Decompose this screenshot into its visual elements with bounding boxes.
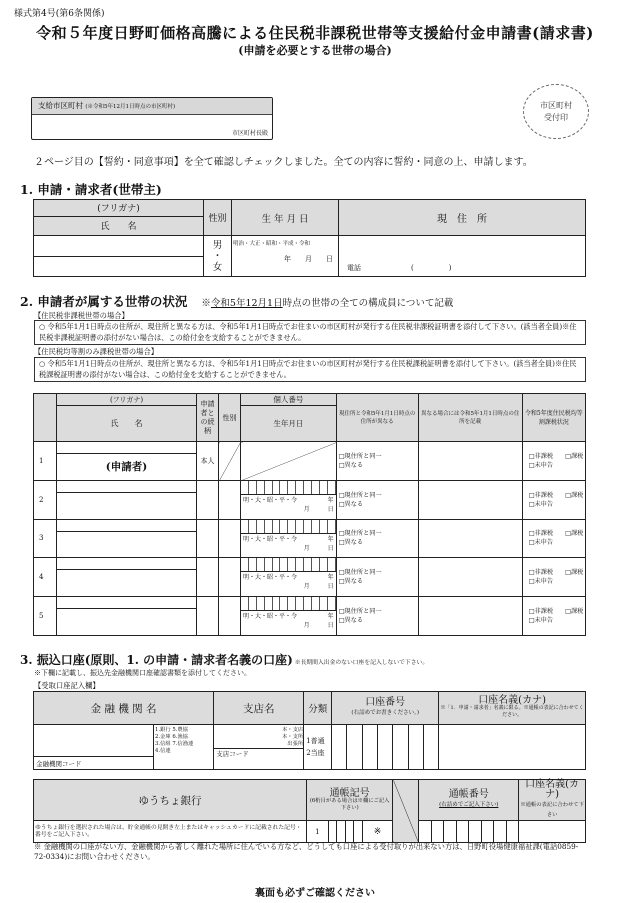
hh-birth-header: 生年月日 [241, 406, 337, 442]
undeclared-checkbox[interactable]: □未申告 [528, 617, 554, 625]
prev-address-input[interactable] [418, 558, 522, 597]
birth-year-label: 年 [327, 613, 334, 621]
hh-name-header: 氏 名 [57, 406, 197, 442]
member-furigana[interactable] [57, 442, 197, 454]
branch-type-3[interactable]: 出張所 [287, 741, 304, 747]
birth-md-line [241, 543, 336, 552]
acct-header-note: (右詰めでお書きください。) [351, 710, 419, 716]
birth-month-label: 月 [303, 583, 310, 591]
section2-note-mark: ※ [201, 298, 211, 309]
bank-type-3[interactable]: 3.信組 [155, 741, 171, 747]
birth-month-label: 月 [303, 622, 310, 630]
birth-era-line [241, 572, 336, 581]
number-digit[interactable] [444, 821, 457, 843]
member-relation[interactable] [197, 558, 219, 597]
row-number: 1 [34, 442, 57, 481]
table-row [34, 442, 586, 454]
applicant-table [33, 199, 586, 277]
member-furigana[interactable] [57, 558, 197, 570]
tax-status-line1 [529, 529, 584, 538]
birth-month-label: 月 [303, 544, 310, 552]
birth-era: 明・大・昭・平・令 [243, 574, 298, 582]
prev-address-input[interactable] [418, 519, 522, 558]
tax-status-header: 令和5年度住民税均等割課税状況 [522, 394, 585, 442]
holder2-note: ※通帳の表記に合わせて下さい [520, 802, 584, 818]
member-furigana[interactable] [57, 597, 197, 609]
id-number-boxes[interactable] [241, 520, 336, 534]
member-relation[interactable] [197, 480, 219, 519]
form-title: 令和５年度日野町価格高騰による住民税非課税世帯等支援給付金申請書(請求書) [36, 24, 594, 42]
number-digit[interactable] [506, 821, 519, 843]
id-number-header: 個人番号 [241, 394, 337, 406]
bank-code-field[interactable] [34, 756, 153, 769]
number-digit[interactable] [469, 821, 482, 843]
household-rows [34, 442, 586, 636]
acct-digit[interactable] [408, 725, 423, 770]
municipality-label: 支給市区町村 [38, 101, 83, 110]
kigo-note: (6桁目がある場合は※欄にご記入下さい) [309, 797, 390, 811]
undeclared-checkbox[interactable]: □未申告 [528, 461, 554, 469]
tax-status-check[interactable] [522, 558, 585, 597]
birthdate-input[interactable] [232, 236, 339, 277]
tax-status-check[interactable] [522, 442, 585, 481]
member-relation[interactable] [197, 519, 219, 558]
equal-tax-box-label: 【住民税均等割のみ課税世帯の場合】 [34, 347, 159, 356]
bank-type-1[interactable]: 1.銀行 [155, 727, 171, 733]
member-gender[interactable] [219, 480, 241, 519]
member-name[interactable] [57, 492, 197, 519]
member-id-birth[interactable] [241, 597, 337, 636]
phone-label: 電話 [347, 264, 361, 272]
holder-header-note: ※「1．申請・請求者」名義に限る。※通帳の表記に合わせてください。 [440, 705, 584, 718]
tax-status-line1 [529, 491, 584, 500]
section2-title: 2. 申請者が属する世帯の状況 [20, 294, 188, 309]
nontaxable-checkbox[interactable]: □非課税 [528, 491, 554, 499]
birth-day-label: 日 [327, 583, 334, 591]
nontax-box-label: 【住民税非課税世帯の場合】 [34, 311, 129, 320]
yucho-table [33, 779, 586, 843]
yucho-header: ゆうちょ銀行 [34, 780, 307, 821]
tax-status-line1 [529, 607, 584, 616]
municipality-box[interactable] [31, 97, 273, 140]
birth-day-label: 日 [327, 505, 334, 513]
nontaxable-checkbox[interactable]: □非課税 [528, 608, 554, 616]
no-header [34, 394, 57, 442]
address-header: 現 住 所 [339, 200, 586, 236]
id-number-boxes[interactable] [241, 558, 336, 572]
birth-era-line [241, 611, 336, 620]
bank-type-options[interactable] [154, 725, 214, 770]
bank-type-7[interactable]: 7.信漁連 [172, 741, 194, 747]
holder-input[interactable] [439, 725, 586, 770]
tax-status-line1 [529, 568, 584, 577]
taxable-checkbox[interactable]: □課税 [565, 569, 584, 577]
era-options: 明治・大正・昭和・平成・令和 [233, 241, 311, 248]
acct-digit[interactable] [423, 725, 438, 770]
form-number: 様式第4号(第6条関係) [14, 9, 105, 19]
member-name[interactable] [57, 531, 197, 558]
section2-note-date: 令和5年12月1日 [210, 298, 283, 309]
member-gender [219, 442, 241, 481]
taxable-checkbox[interactable]: □課税 [565, 530, 584, 538]
nontax-box: ○ 令和5年1月1日時点の住所が、現住所と異なる方は、令和5年1月1日時点でお住まいの市区町村が発行する住民税非課税証明書を添付して下さい。(該当者全員)※住民税非課税証明書の添付がない場合は、この給付金を支給することができません。 [34, 320, 586, 345]
acct-digit[interactable] [347, 725, 362, 770]
tax-status-check[interactable] [522, 519, 585, 558]
tax-status-check[interactable] [522, 480, 585, 519]
footer-notice: 裏面も必ずご確認ください [255, 888, 375, 899]
birth-era: 明・大・昭・平・令 [243, 496, 298, 504]
municipality-note: (※令和5年12月1日時点の市区町村) [85, 104, 176, 110]
holder-header [439, 692, 586, 725]
id-number-boxes[interactable] [241, 481, 336, 495]
member-id-birth[interactable] [241, 519, 337, 558]
birth-era: 明・大・昭・平・令 [243, 535, 298, 543]
same-address-checkbox[interactable]: □現住所と同一 [338, 530, 382, 538]
section3-heading [20, 651, 428, 668]
birth-era-line [241, 534, 336, 543]
bank-type-6[interactable]: 6.漁協 [172, 734, 188, 740]
hh-furigana-header: (フリガナ) [57, 394, 197, 406]
section3-heading-note: ※長期間入出金のない口座を記入しないで下さい。 [294, 660, 429, 666]
number-digit[interactable] [431, 821, 444, 843]
number-digit[interactable] [456, 821, 469, 843]
id-number-boxes[interactable] [241, 597, 336, 611]
kigo-sixth-digit[interactable]: ※ [362, 821, 392, 843]
tsucho-no-header [419, 780, 519, 821]
birth-era: 明・大・昭・平・令 [243, 613, 298, 621]
addr-diff-check[interactable] [336, 597, 418, 636]
tsucho-no-title: 通帳番号 [448, 789, 489, 800]
nontaxable-checkbox[interactable]: □非課税 [528, 452, 554, 460]
account-label: 【受取口座記入欄】 [34, 681, 100, 690]
section3-note: ※下欄に記載し、振込先金融機関口座確認書類を添付してください。 [34, 669, 251, 677]
birth-day-label: 日 [327, 622, 334, 630]
bank-type-5[interactable]: 5.農協 [172, 727, 188, 733]
addr-diff-check[interactable] [336, 442, 418, 481]
nontaxable-checkbox[interactable]: □非課税 [528, 530, 554, 538]
section2-note-text: 時点の世帯の全ての構成員について記載 [282, 298, 454, 309]
bottom-footnote: ※ 金融機関の口座がない方、金融機関から著しく離れた場所に住んでいる方など、どうしても口座による受付取りが出来ない方は、日野町役場健康福祉課(電話0859-72-0334)にお問い合わせください。 [34, 842, 579, 861]
prev-address-header: 異なる場合には令和5年1月1日時点の住所を記載 [418, 394, 522, 442]
male-option[interactable]: 男 [212, 239, 223, 251]
number-digit[interactable] [481, 821, 494, 843]
same-address-checkbox[interactable]: □現住所と同一 [338, 608, 382, 616]
same-address-checkbox[interactable]: □現住所と同一 [338, 491, 382, 499]
acct-digit[interactable] [332, 725, 347, 770]
acct-header-title: 口座番号 [365, 697, 406, 708]
holder2-title: 口座名義(カナ) [525, 779, 580, 800]
birth-md-line [241, 504, 336, 513]
relation-header: 申請者との続柄 [197, 394, 219, 442]
section3-title: 3. 振込口座(原則、1. の申請・請求者名義の口座) [20, 653, 293, 667]
nontaxable-checkbox[interactable]: □非課税 [528, 569, 554, 577]
member-furigana[interactable] [57, 519, 197, 531]
kigo-header [307, 780, 393, 821]
branch-type-2[interactable]: 本・支所 [282, 734, 304, 740]
reception-stamp-area [523, 84, 589, 139]
row-number: 2 [34, 480, 57, 519]
section2-note [201, 298, 453, 309]
holder2-header [519, 780, 586, 821]
kigo-fixed-one: 1 [307, 821, 328, 843]
address-input[interactable] [339, 236, 586, 277]
stamp-line2: 受付印 [544, 113, 568, 122]
same-address-checkbox[interactable]: □現住所と同一 [338, 452, 382, 460]
different-address-checkbox[interactable]: □異なる [338, 500, 364, 508]
member-gender[interactable] [219, 519, 241, 558]
ymd-labels: 年 月 日 [284, 255, 333, 264]
different-address-checkbox[interactable]: □異なる [338, 539, 364, 547]
holder-header-title: 口座名義(カナ) [478, 695, 546, 706]
birth-md-line [241, 620, 336, 629]
row-number: 4 [34, 558, 57, 597]
bank-account-table [33, 691, 586, 770]
acct-type-toza[interactable]: 2当座 [306, 749, 325, 757]
name-input[interactable] [34, 256, 204, 276]
undeclared-checkbox[interactable]: □未申告 [528, 539, 554, 547]
taxable-checkbox[interactable]: □課税 [565, 608, 584, 616]
municipality-sign: 市区町村長殿 [231, 130, 268, 137]
kigo-digit[interactable] [328, 821, 337, 843]
name-header: 氏 名 [34, 216, 204, 235]
branch-input[interactable] [214, 725, 304, 770]
furigana-header: (フリガナ) [34, 200, 204, 217]
bank-type-2[interactable]: 2.金庫 [155, 734, 171, 740]
member-relation: 本人 [197, 442, 219, 481]
row-number: 5 [34, 597, 57, 636]
member-furigana[interactable] [57, 480, 197, 492]
table-row [34, 480, 586, 492]
bank-name-input[interactable] [34, 725, 154, 770]
birth-era-line [241, 495, 336, 504]
member-id-birth[interactable] [241, 480, 337, 519]
section1-heading: 1. 申請・請求者(世帯主) [20, 182, 162, 197]
gender-select[interactable] [204, 236, 232, 277]
prev-address-input[interactable] [418, 442, 522, 481]
row-number: 3 [34, 519, 57, 558]
undeclared-checkbox[interactable]: □未申告 [528, 578, 554, 586]
female-option[interactable]: 女 [212, 261, 223, 273]
birth-month-label: 月 [303, 505, 310, 513]
furigana-input[interactable] [34, 236, 204, 256]
taxable-checkbox[interactable]: □課税 [565, 452, 584, 460]
member-name[interactable] [57, 570, 197, 597]
tsucho-no-note: (右詰めでご記入下さい) [439, 802, 499, 808]
kigo-digit[interactable] [345, 821, 354, 843]
member-id-birth[interactable] [241, 442, 337, 481]
addr-diff-check[interactable] [336, 558, 418, 597]
addr-diff-check[interactable] [336, 519, 418, 558]
bank-code-label: 金融機関コード [36, 760, 82, 768]
kigo-digit[interactable] [337, 821, 346, 843]
type-header: 分類 [304, 692, 332, 725]
acct-header [332, 692, 439, 725]
slash-cell [393, 780, 419, 843]
acct-digit[interactable] [362, 725, 377, 770]
undeclared-checkbox[interactable]: □未申告 [528, 500, 554, 508]
member-gender[interactable] [219, 597, 241, 636]
prev-address-input[interactable] [418, 597, 522, 636]
same-address-checkbox[interactable]: □現住所と同一 [338, 569, 382, 577]
birth-year-label: 年 [327, 574, 334, 582]
birth-year-label: 年 [327, 496, 334, 504]
addr-diff-header: 現住所と令和5年1月1日時点の住所が異なる [336, 394, 418, 442]
yucho-note: ゆうちょ銀行を選択された場合は、貯金通帳の見開き左上またはキャッシュカードに記載された記号・番号をご記入下さい。 [34, 821, 307, 843]
table-row [34, 519, 586, 531]
birth-day-label: 日 [327, 544, 334, 552]
hh-gender-header: 性別 [219, 394, 241, 442]
number-digit[interactable] [419, 821, 432, 843]
form-subtitle: (申請を必要とする世帯の場合) [238, 44, 392, 57]
kigo-digit[interactable] [354, 821, 363, 843]
bank-name-header: 金 融 機 関 名 [34, 692, 214, 725]
phone-input[interactable]: ( ) [411, 264, 452, 272]
different-address-checkbox[interactable]: □異なる [338, 617, 364, 625]
taxable-checkbox[interactable]: □課税 [565, 491, 584, 499]
different-address-checkbox[interactable]: □異なる [338, 461, 364, 469]
birth-year-label: 年 [327, 535, 334, 543]
stamp-line1: 市区町村 [540, 101, 572, 110]
member-gender[interactable] [219, 558, 241, 597]
branch-type-1[interactable]: 本・支店 [282, 727, 304, 733]
birthdate-header: 生 年 月 日 [232, 200, 339, 236]
birth-md-line [241, 581, 336, 590]
municipality-header [32, 98, 272, 115]
addr-diff-check[interactable] [336, 480, 418, 519]
acct-digit[interactable] [378, 725, 393, 770]
member-id-birth[interactable] [241, 558, 337, 597]
tax-status-line1 [529, 452, 584, 461]
account-type-options[interactable] [304, 725, 332, 770]
branch-code-field[interactable]: 支店コード [214, 748, 303, 761]
member-name[interactable] [57, 609, 197, 636]
acct-type-futsu[interactable]: 1普通 [306, 737, 325, 745]
tax-status-check[interactable] [522, 597, 585, 636]
table-row [34, 597, 586, 609]
gender-separator: ・ [212, 250, 223, 262]
holder2-input[interactable] [519, 821, 586, 843]
kigo-title: 通帳記号 [329, 787, 370, 799]
acct-digit[interactable] [393, 725, 408, 770]
bank-type-4[interactable]: 4.信連 [155, 748, 171, 754]
section2-heading [20, 292, 453, 310]
household-table [33, 393, 586, 636]
confirmation-statement: ２ページ目の【誓約・同意事項】を全て確認しチェックしました。全ての内容に誓約・同意の上、申請します。 [34, 157, 533, 168]
gender-header: 性別 [204, 200, 232, 236]
member-name: (申請者) [57, 454, 197, 481]
table-row [34, 558, 586, 570]
member-relation[interactable] [197, 597, 219, 636]
prev-address-input[interactable] [418, 480, 522, 519]
branch-header: 支店名 [214, 692, 304, 725]
equal-tax-box: ○ 令和5年1月1日時点の住所が、現住所と異なる方は、令和5年1月1日時点でお住まいの市区町村が発行する住民税課税証明書を添付して下さい。(該当者全員)※住民税課税証明書の添付がない場合は、この給付金を支給することができません。 [34, 357, 586, 382]
number-digit[interactable] [494, 821, 507, 843]
different-address-checkbox[interactable]: □異なる [338, 578, 364, 586]
